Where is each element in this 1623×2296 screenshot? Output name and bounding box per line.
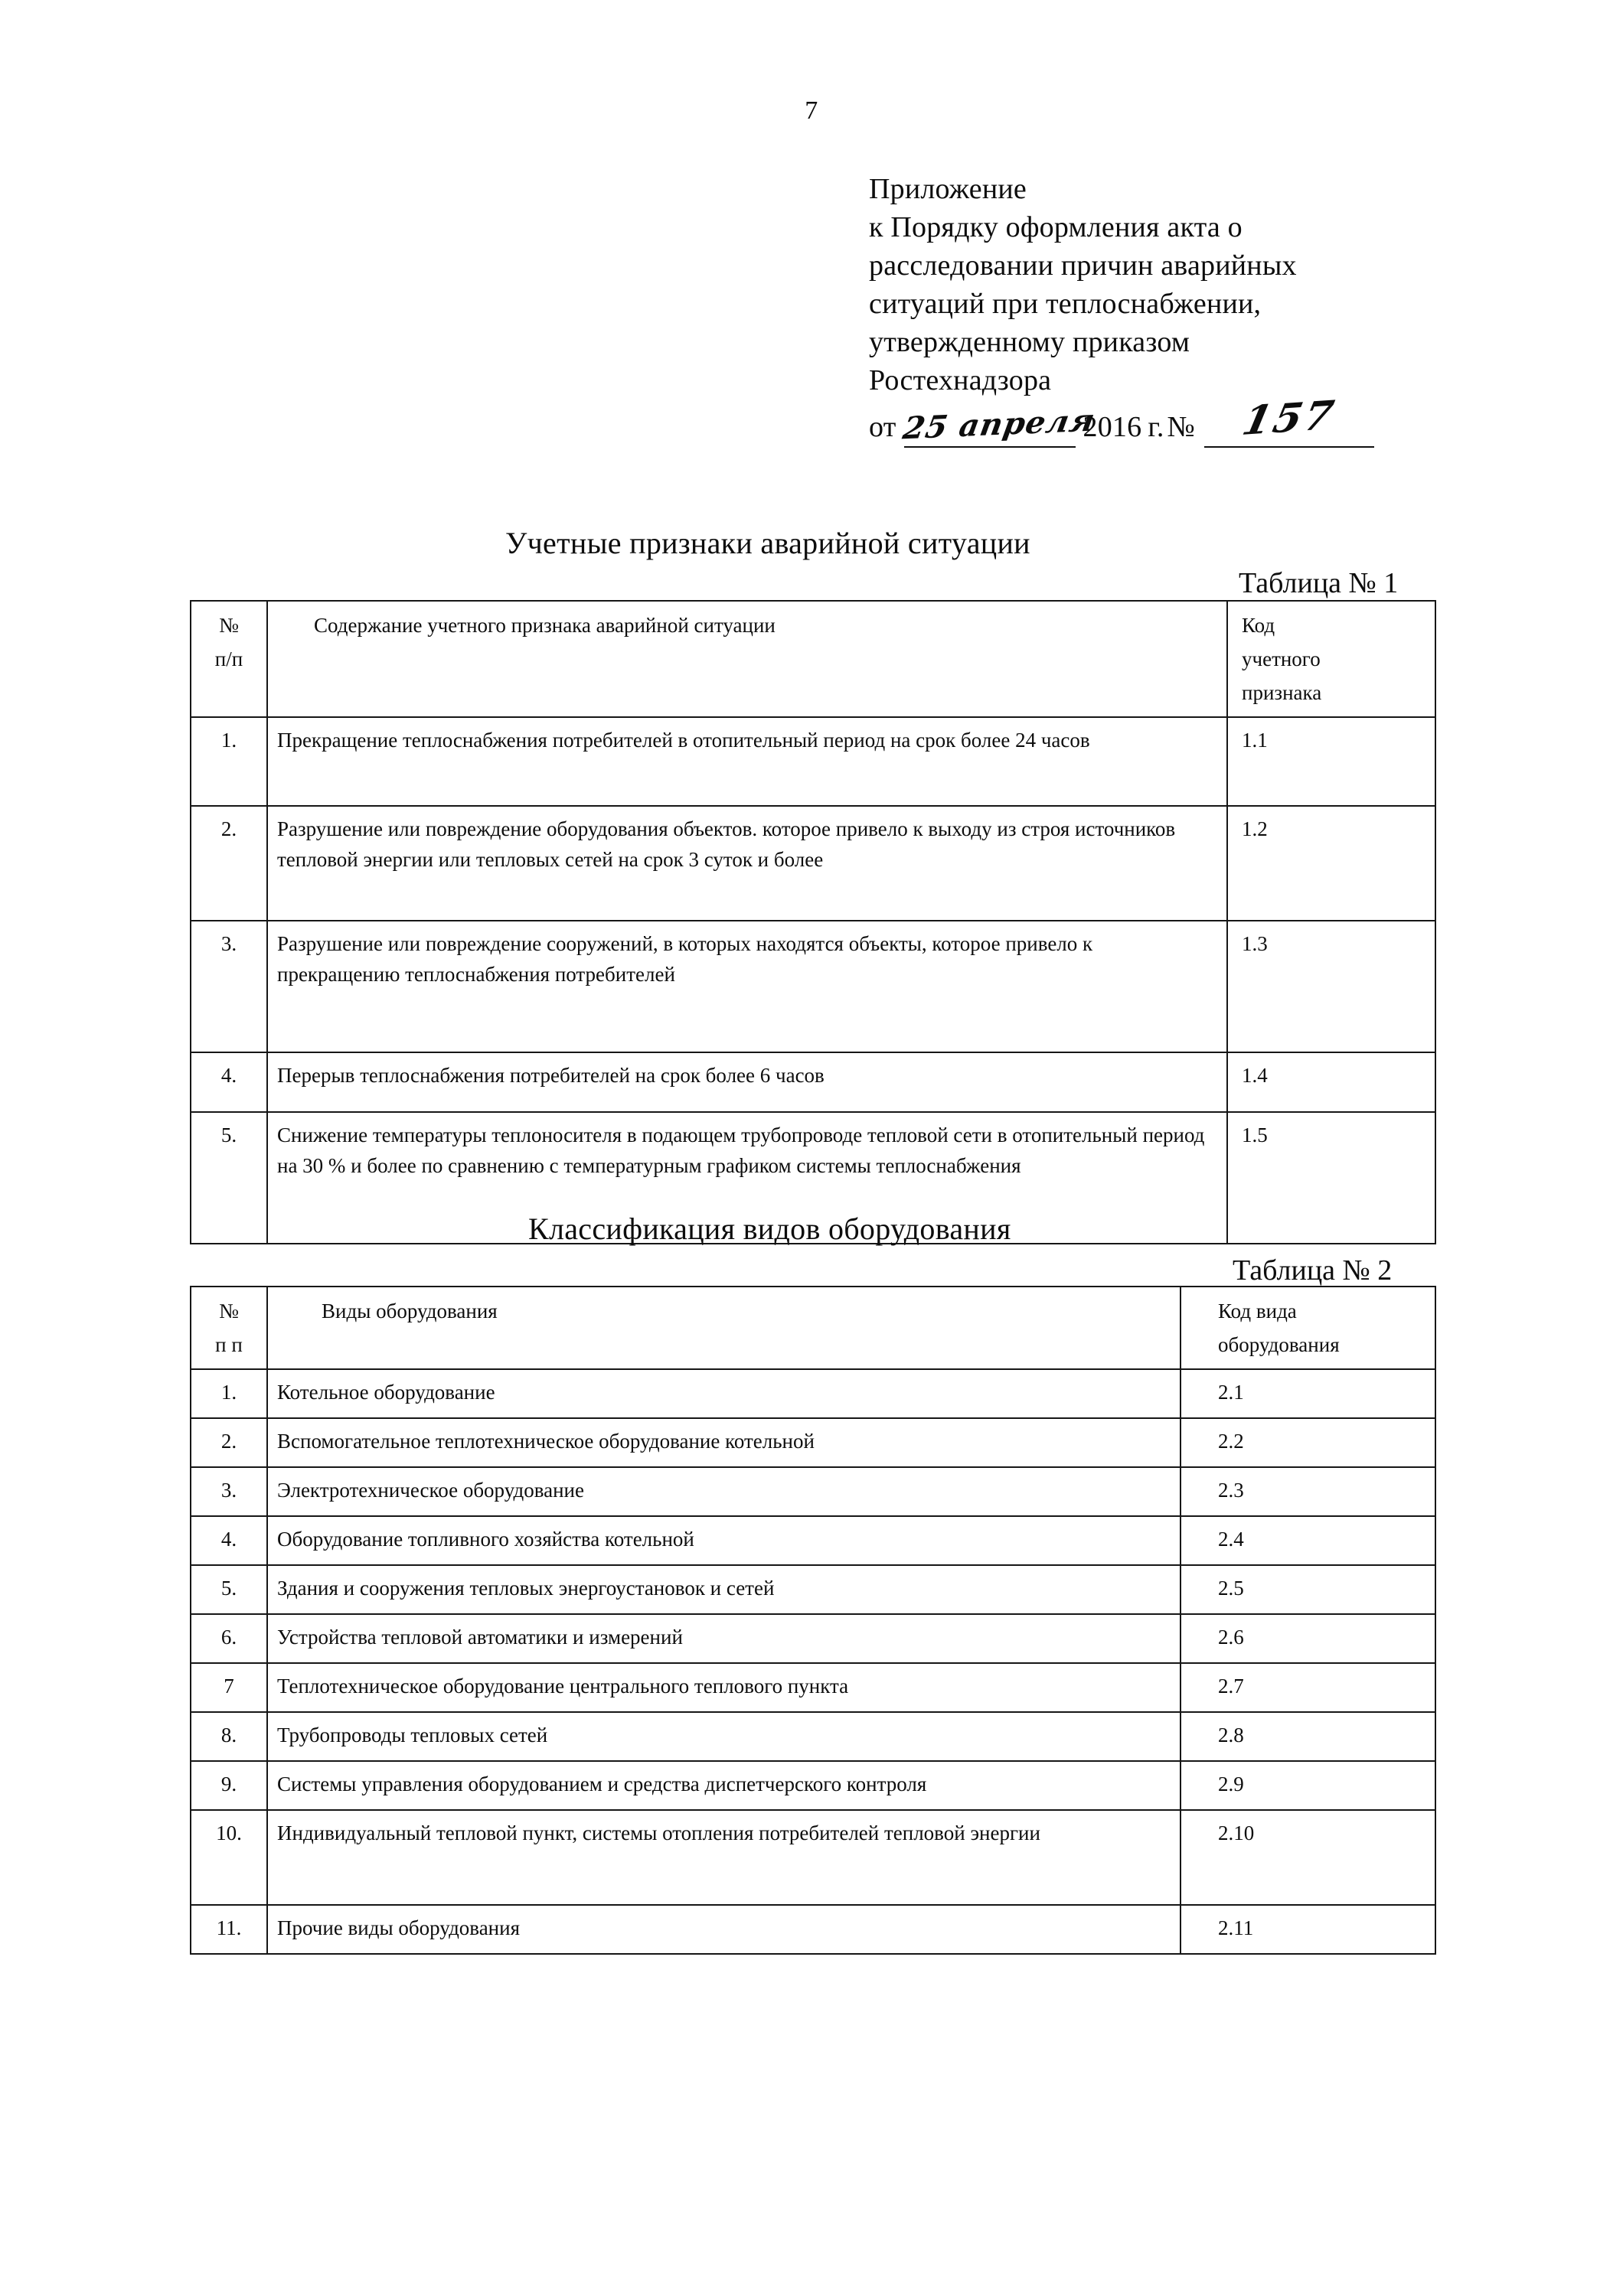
year-suffix-label: г. xyxy=(1148,411,1164,443)
table-row xyxy=(191,1467,1435,1516)
table1-header-code-line2: учетного xyxy=(1242,647,1321,670)
table2-header-num xyxy=(191,1287,267,1369)
row-code: 2.6 xyxy=(1181,1614,1435,1663)
table-row xyxy=(191,1663,1435,1712)
table-row xyxy=(191,1052,1435,1112)
row-description: Прекращение теплоснабжения потребителей в отопительный период на срок более 24 часов xyxy=(267,717,1227,806)
row-description: Электротехническое оборудование xyxy=(267,1467,1181,1516)
table-row xyxy=(191,806,1435,921)
row-description: Разрушение или повреждение сооружений, в которых находятся объекты, которое привело к прекращению теплоснабжения потребителей xyxy=(267,921,1227,1052)
row-code: 2.4 xyxy=(1181,1516,1435,1565)
table-row xyxy=(191,1418,1435,1467)
table2-caption: Таблица № 2 xyxy=(1233,1254,1393,1287)
row-number: 6. xyxy=(191,1614,267,1663)
row-code: 1.3 xyxy=(1227,921,1435,1052)
handwritten-date: 25 апреля xyxy=(900,402,1098,447)
row-code: 2.1 xyxy=(1181,1369,1435,1418)
table1-header-num-line2: п/п xyxy=(214,647,243,670)
table2-header-num-line2: п п xyxy=(215,1333,243,1356)
row-code: 2.8 xyxy=(1181,1712,1435,1761)
table1-caption: Таблица № 1 xyxy=(1239,567,1399,599)
table-row xyxy=(191,1905,1435,1954)
table-row xyxy=(191,921,1435,1052)
row-description: Котельное оборудование xyxy=(267,1369,1181,1418)
row-number: 3. xyxy=(191,1467,267,1516)
row-description: Прочие виды оборудования xyxy=(267,1905,1181,1954)
table-row xyxy=(191,1369,1435,1418)
header-line-6: Ростехнадзора xyxy=(869,364,1052,396)
table-row xyxy=(191,1712,1435,1761)
table1-header-num-line1: № xyxy=(219,614,239,637)
handwritten-order-number: 157 xyxy=(1238,391,1341,445)
accident-indicators-table xyxy=(190,600,1436,1244)
table2-header-row xyxy=(191,1287,1435,1369)
table2-header-num-line1: № xyxy=(219,1300,239,1322)
row-number: 2. xyxy=(191,1418,267,1467)
row-description: Теплотехническое оборудование центрального теплового пункта xyxy=(267,1663,1181,1712)
row-number: 5. xyxy=(191,1565,267,1614)
table-row xyxy=(191,1614,1435,1663)
row-description: Устройства тепловой автоматики и измерений xyxy=(267,1614,1181,1663)
table1-title: Учетные признаки аварийной ситуации xyxy=(505,526,1030,560)
row-code: 2.7 xyxy=(1181,1663,1435,1712)
row-code: 1.4 xyxy=(1227,1052,1435,1112)
row-description: Оборудование топливного хозяйства котельной xyxy=(267,1516,1181,1565)
header-line-5: утвержденному приказом xyxy=(869,326,1190,358)
table1-header-num xyxy=(191,601,267,717)
table-row xyxy=(191,1516,1435,1565)
row-number: 8. xyxy=(191,1712,267,1761)
row-description: Здания и сооружения тепловых энергоустановок и сетей xyxy=(267,1565,1181,1614)
row-description: Перерыв теплоснабжения потребителей на срок более 6 часов xyxy=(267,1052,1227,1112)
row-code: 2.11 xyxy=(1181,1905,1435,1954)
table2-header-description: Виды оборудования xyxy=(267,1287,1181,1369)
row-code: 2.3 xyxy=(1181,1467,1435,1516)
table-row xyxy=(191,717,1435,806)
row-description: Разрушение или повреждение оборудования объектов. которое привело к выходу из строя источников тепловой энергии или тепловых сетей на срок 3 суток и более xyxy=(267,806,1227,921)
row-number: 4. xyxy=(191,1516,267,1565)
table1-header-description: Содержание учетного признака аварийной ситуации xyxy=(267,601,1227,717)
table-row xyxy=(191,1761,1435,1810)
table2-header-code-line2: оборудования xyxy=(1218,1333,1340,1356)
row-number: 1. xyxy=(191,1369,267,1418)
header-line-4: ситуаций при теплоснабжении, xyxy=(869,288,1262,320)
row-number: 2. xyxy=(191,806,267,921)
number-blank-field xyxy=(1204,391,1374,448)
row-code: 2.9 xyxy=(1181,1761,1435,1810)
row-number: 10. xyxy=(191,1810,267,1905)
row-number: 9. xyxy=(191,1761,267,1810)
table1-header-code-line1: Код xyxy=(1242,614,1275,637)
row-number: 1. xyxy=(191,717,267,806)
row-number: 4. xyxy=(191,1052,267,1112)
number-sign-label: № xyxy=(1167,411,1195,443)
table2-header-code xyxy=(1181,1287,1435,1369)
row-code: 2.10 xyxy=(1181,1810,1435,1905)
order-year: 2016 xyxy=(1083,411,1142,443)
order-date-line xyxy=(869,391,1497,448)
header-line-3: расследовании причин аварийных xyxy=(869,249,1297,282)
page-number: 7 xyxy=(805,96,818,125)
table-row xyxy=(191,1565,1435,1614)
table2-header-code-line1: Код вида xyxy=(1218,1300,1297,1322)
row-description: Вспомогательное теплотехническое оборудование котельной xyxy=(267,1418,1181,1467)
row-number: 11. xyxy=(191,1905,267,1954)
table2-title: Классификация видов оборудования xyxy=(528,1212,1011,1246)
header-line-2: к Порядку оформления акта о xyxy=(869,211,1243,243)
table-row xyxy=(191,1810,1435,1905)
row-code: 1.5 xyxy=(1227,1112,1435,1244)
row-code: 1.1 xyxy=(1227,717,1435,806)
header-line-1: Приложение xyxy=(869,173,1027,205)
row-description: Снижение температуры теплоносителя в подающем трубопроводе тепловой сети в отопительный период на 30 % и более по сравнению с температурным графиком системы теплоснабжения xyxy=(267,1112,1227,1244)
equipment-classification-table xyxy=(190,1286,1436,1955)
row-description: Индивидуальный тепловой пункт, системы отопления потребителей тепловой энергии xyxy=(267,1810,1181,1905)
table1-header-row xyxy=(191,601,1435,717)
row-number: 3. xyxy=(191,921,267,1052)
row-description: Системы управления оборудованием и средства диспетчерского контроля xyxy=(267,1761,1181,1810)
row-code: 2.2 xyxy=(1181,1418,1435,1467)
appendix-header xyxy=(869,170,1497,448)
row-code: 2.5 xyxy=(1181,1565,1435,1614)
table1-header-code xyxy=(1227,601,1435,717)
date-prefix-label: от xyxy=(869,411,896,443)
table1-header-code-line3: признака xyxy=(1242,681,1322,704)
row-code: 1.2 xyxy=(1227,806,1435,921)
row-number: 7 xyxy=(191,1663,267,1712)
date-blank-field xyxy=(900,402,1098,448)
row-number: 5. xyxy=(191,1112,267,1244)
row-description: Трубопроводы тепловых сетей xyxy=(267,1712,1181,1761)
